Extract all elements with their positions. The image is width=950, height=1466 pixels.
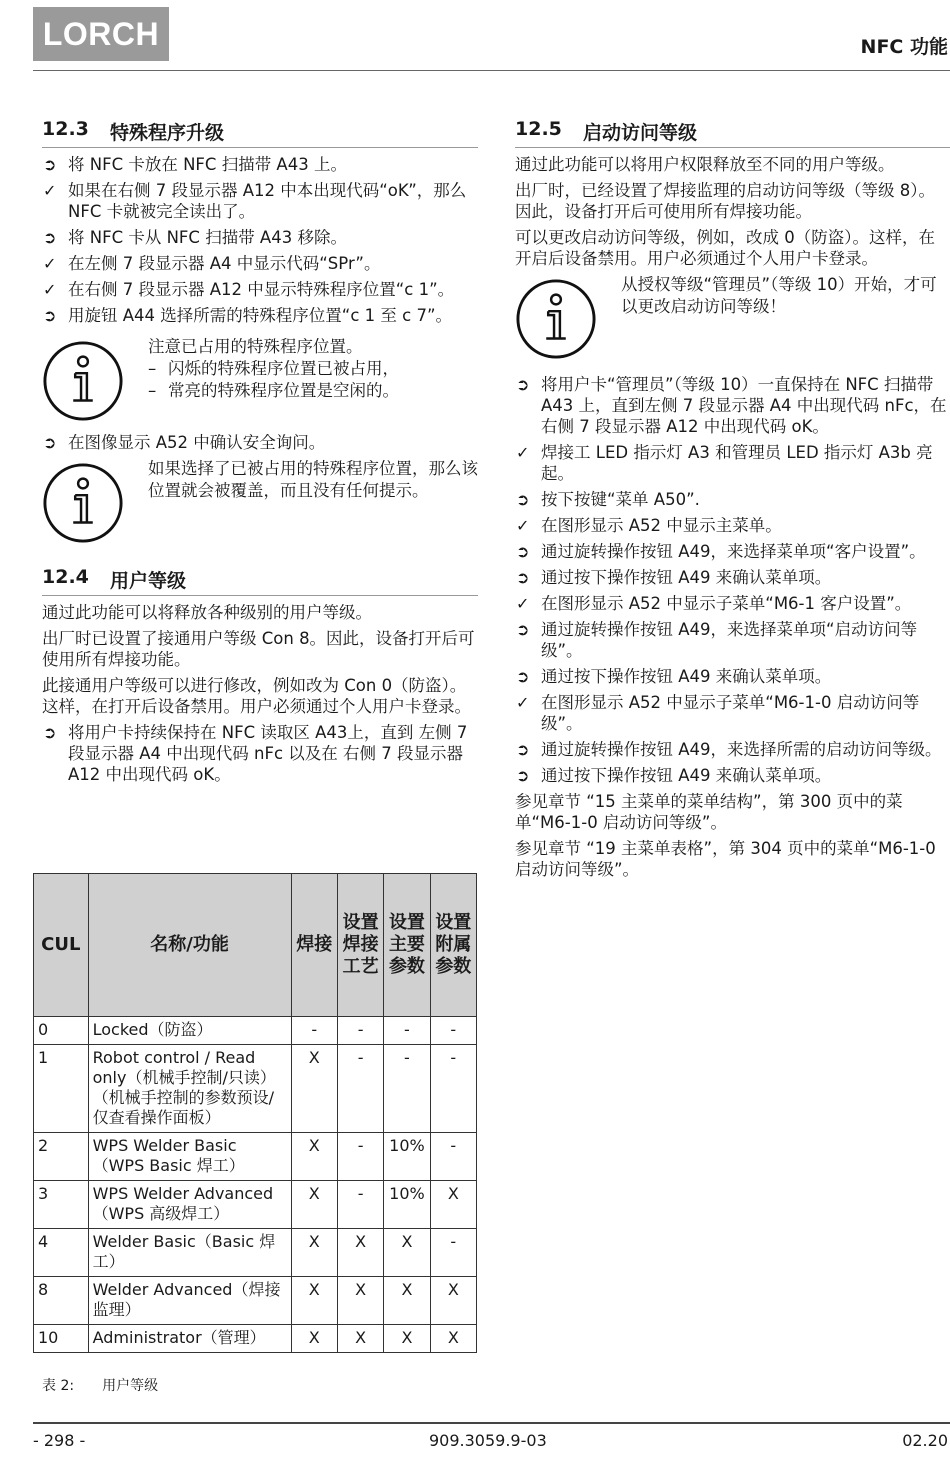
cell: Welder Basic（Basic 焊工） — [88, 1229, 291, 1277]
cell: X — [291, 1325, 337, 1353]
cell: X — [291, 1045, 337, 1133]
paragraph: 出厂时已设置了接通用户等级 Con 8。因此，设备打开后可使用所有焊接功能。 — [42, 629, 475, 669]
step-text: 在左侧 7 段显示器 A4 中显示代码“SPr”。 — [68, 254, 381, 273]
step-item — [42, 253, 478, 274]
cell: - — [337, 1017, 383, 1045]
section-12-3-heading — [42, 118, 478, 148]
action-arrow-icon: ➲ — [516, 766, 530, 785]
section-title: 用户等级 — [110, 570, 187, 592]
table-row — [34, 1133, 477, 1181]
step-item — [515, 374, 950, 437]
cell: - — [430, 1133, 476, 1181]
step-text: 通过旋转操作按钮 A49，来选择所需的启动访问等级。 — [541, 740, 942, 759]
cell: 10 — [34, 1325, 89, 1353]
left-column — [42, 118, 478, 790]
cell: X — [291, 1229, 337, 1277]
revision-date: 02.20 — [902, 1431, 948, 1450]
step-item — [515, 593, 950, 614]
cell: 10% — [384, 1133, 430, 1181]
step-item — [42, 154, 478, 175]
cell: 3 — [34, 1181, 89, 1229]
section-title: 特殊程序升级 — [110, 122, 225, 144]
paragraph: 此接通用户等级可以进行修改，例如改为 Con 0（防盗）。这样，在打开后设备禁用。用户必须通过个人用户卡登录。 — [42, 676, 471, 716]
cell: Administrator（管理） — [88, 1325, 291, 1353]
header-divider — [33, 70, 950, 71]
step-text: 通过按下操作按钮 A49 来确认菜单项。 — [541, 766, 832, 785]
paragraph: 通过此功能可以将用户权限释放至不同的用户等级。 — [515, 155, 895, 174]
column-header: 名称/功能 — [88, 874, 291, 1017]
cell: - — [430, 1229, 476, 1277]
lorch-logo: LORCH — [33, 7, 169, 61]
step-item — [515, 692, 950, 734]
cell: WPS Welder Basic（WPS Basic 焊工） — [88, 1133, 291, 1181]
step-text: 通过按下操作按钮 A49 来确认菜单项。 — [541, 667, 832, 686]
action-arrow-icon: ➲ — [516, 542, 530, 561]
dash-item: – 闪烁的特殊程序位置已被占用， — [148, 359, 399, 378]
cross-reference: 参见章节 “15 主菜单的菜单结构”，第 300 页中的菜单“M6-1-0 启动访问等级”。 — [515, 792, 903, 832]
cell: X — [337, 1229, 383, 1277]
step-text: 将用户卡持续保持在 NFC 读取区 A43上，直到 左侧 7 段显示器 A4 中出现代码 nFc 以及在 右侧 7 段显示器 A12 中出现代码 oK。 — [68, 723, 468, 784]
step-item — [42, 227, 478, 248]
action-arrow-icon: ➲ — [43, 306, 57, 325]
step-item — [515, 541, 950, 562]
cell: - — [337, 1133, 383, 1181]
step-text: 将 NFC 卡从 NFC 扫描带 A43 移除。 — [68, 228, 347, 247]
table-row — [34, 1277, 477, 1325]
action-arrow-icon: ➲ — [516, 375, 530, 394]
checkmark-icon: ✓ — [516, 443, 530, 462]
action-arrow-icon: ➲ — [516, 667, 530, 686]
cross-reference: 参见章节 “19 主菜单表格”，第 304 页中的菜单“M6-1-0 启动访问等级”。 — [515, 839, 936, 879]
cell: 8 — [34, 1277, 89, 1325]
cell: 2 — [34, 1133, 89, 1181]
step-item — [515, 666, 950, 687]
step-item — [515, 765, 950, 786]
checkmark-icon: ✓ — [516, 693, 530, 712]
right-column — [515, 118, 950, 885]
column-header: CUL — [34, 874, 89, 1017]
cell: - — [430, 1045, 476, 1133]
checkmark-icon: ✓ — [516, 516, 530, 535]
dash-item: – 常亮的特殊程序位置是空闲的。 — [148, 381, 399, 400]
cell: 4 — [34, 1229, 89, 1277]
step-text: 在图形显示 A52 中显示子菜单“M6-1-0 启动访问等级”。 — [541, 693, 920, 733]
cell: - — [430, 1017, 476, 1045]
step-text: 通过旋转操作按钮 A49，来选择菜单项“启动访问等级”。 — [541, 620, 918, 660]
info-text: 注意已占用的特殊程序位置。 — [148, 337, 363, 356]
section-12-4-heading — [42, 566, 478, 596]
step-text: 通过按下操作按钮 A49 来确认菜单项。 — [541, 568, 832, 587]
cell: X — [430, 1277, 476, 1325]
page-header-title: NFC 功能 — [860, 36, 948, 58]
step-item — [515, 567, 950, 588]
step-item — [515, 619, 950, 661]
step-text: 在右侧 7 段显示器 A12 中显示特殊程序位置“c 1”。 — [68, 280, 455, 299]
action-arrow-icon: ➲ — [516, 568, 530, 587]
step-text: 如果在右侧 7 段显示器 A12 中本出现代码“oK”，那么 NFC 卡就被完全读出了。 — [68, 181, 467, 221]
info-note — [515, 274, 950, 360]
info-text: 如果选择了已被占用的特殊程序位置，那么该位置就会被覆盖，而且没有任何提示。 — [148, 459, 478, 500]
checkmark-icon: ✓ — [516, 594, 530, 613]
document-number: 909.3059.9-03 — [429, 1431, 547, 1450]
cell: X — [337, 1325, 383, 1353]
step-text: 用旋钮 A44 选择所需的特殊程序位置“c 1 至 c 7”。 — [68, 306, 452, 325]
table-row — [34, 1325, 477, 1353]
action-arrow-icon: ➲ — [43, 433, 57, 452]
cell: X — [337, 1277, 383, 1325]
step-item — [42, 180, 478, 222]
cell: 10% — [384, 1181, 430, 1229]
paragraph: 通过此功能可以将释放各种级别的用户等级。 — [42, 603, 372, 622]
user-level-table — [33, 873, 477, 1353]
action-arrow-icon: ➲ — [516, 620, 530, 639]
cell: X — [384, 1229, 430, 1277]
action-arrow-icon: ➲ — [516, 490, 530, 509]
info-icon — [42, 462, 124, 544]
table-caption: 表 2: 用户等级 — [42, 1378, 159, 1394]
section-number: 12.3 — [42, 118, 89, 140]
section-title: 启动访问等级 — [583, 122, 698, 144]
cell: 0 — [34, 1017, 89, 1045]
step-text: 将用户卡“管理员”（等级 10）一直保持在 NFC 扫描带 A43 上，直到左侧 7 段显示器 A4 中出现代码 nFc，在右侧 7 段显示器 A12 中出现代码 oK。 — [541, 375, 947, 436]
table-row — [34, 1229, 477, 1277]
table-row — [34, 1017, 477, 1045]
cell: X — [384, 1277, 430, 1325]
cell: - — [337, 1181, 383, 1229]
step-item — [515, 442, 950, 484]
footer-divider — [33, 1422, 950, 1424]
step-item — [42, 722, 478, 785]
cell: X — [384, 1325, 430, 1353]
step-item — [515, 489, 950, 510]
step-text: 在图形显示 A52 中显示主菜单。 — [541, 516, 782, 535]
column-header: 设置焊接工艺 — [337, 874, 383, 1017]
cell: Robot control / Read only（机械手控制/只读）（机械手控制的参数预设/仅查看操作面板） — [88, 1045, 291, 1133]
section-12-5-heading — [515, 118, 950, 148]
cell: 1 — [34, 1045, 89, 1133]
section-number: 12.5 — [515, 118, 562, 140]
cell: - — [337, 1045, 383, 1133]
cell: Locked（防盗） — [88, 1017, 291, 1045]
cell: X — [430, 1325, 476, 1353]
cell: X — [291, 1181, 337, 1229]
cell: - — [291, 1017, 337, 1045]
action-arrow-icon: ➲ — [43, 155, 57, 174]
checkmark-icon: ✓ — [43, 181, 57, 200]
step-item — [42, 432, 478, 453]
cell: X — [291, 1133, 337, 1181]
info-note — [42, 458, 478, 544]
column-header: 焊接 — [291, 874, 337, 1017]
table-header-row — [34, 874, 477, 1017]
cell: WPS Welder Advanced（WPS 高级焊工） — [88, 1181, 291, 1229]
step-text: 将 NFC 卡放在 NFC 扫描带 A43 上。 — [68, 155, 347, 174]
checkmark-icon: ✓ — [43, 254, 57, 273]
info-note — [42, 336, 478, 422]
action-arrow-icon: ➲ — [516, 740, 530, 759]
checkmark-icon: ✓ — [43, 280, 57, 299]
paragraph: 可以更改启动访问等级，例如，改成 0（防盗）。这样，在开启后设备禁用。用户必须通过个人用户卡登录。 — [515, 228, 935, 268]
action-arrow-icon: ➲ — [43, 723, 57, 742]
table-row — [34, 1181, 477, 1229]
action-arrow-icon: ➲ — [43, 228, 57, 247]
step-text: 按下按键“菜单 A50”. — [541, 490, 700, 509]
step-text: 在图形显示 A52 中显示子菜单“M6-1 客户设置”。 — [541, 594, 912, 613]
column-header: 设置主要参数 — [384, 874, 430, 1017]
step-text: 焊接工 LED 指示灯 A3 和管理员 LED 指示灯 A3b 亮起。 — [541, 443, 933, 483]
table-row — [34, 1045, 477, 1133]
section-number: 12.4 — [42, 566, 89, 588]
step-item — [515, 739, 950, 760]
info-icon — [515, 278, 597, 360]
step-item — [42, 305, 478, 326]
cell: X — [291, 1277, 337, 1325]
cell: Welder Advanced（焊接监理） — [88, 1277, 291, 1325]
cell: - — [384, 1045, 430, 1133]
step-item — [515, 515, 950, 536]
column-header: 设置附属参数 — [430, 874, 476, 1017]
step-text: 通过旋转操作按钮 A49，来选择菜单项“客户设置”。 — [541, 542, 926, 561]
cell: X — [430, 1181, 476, 1229]
cell: - — [384, 1017, 430, 1045]
info-text: 从授权等级“管理员”（等级 10）开始，才可以更改启动访问等级！ — [621, 275, 937, 316]
paragraph: 出厂时，已经设置了焊接监理的启动访问等级（等级 8）。因此，设备打开后可使用所有焊接功能。 — [515, 181, 935, 221]
step-text: 在图像显示 A52 中确认安全询问。 — [68, 433, 326, 452]
page-number: - 298 - — [33, 1431, 86, 1450]
info-icon — [42, 340, 124, 422]
step-item — [42, 279, 478, 300]
